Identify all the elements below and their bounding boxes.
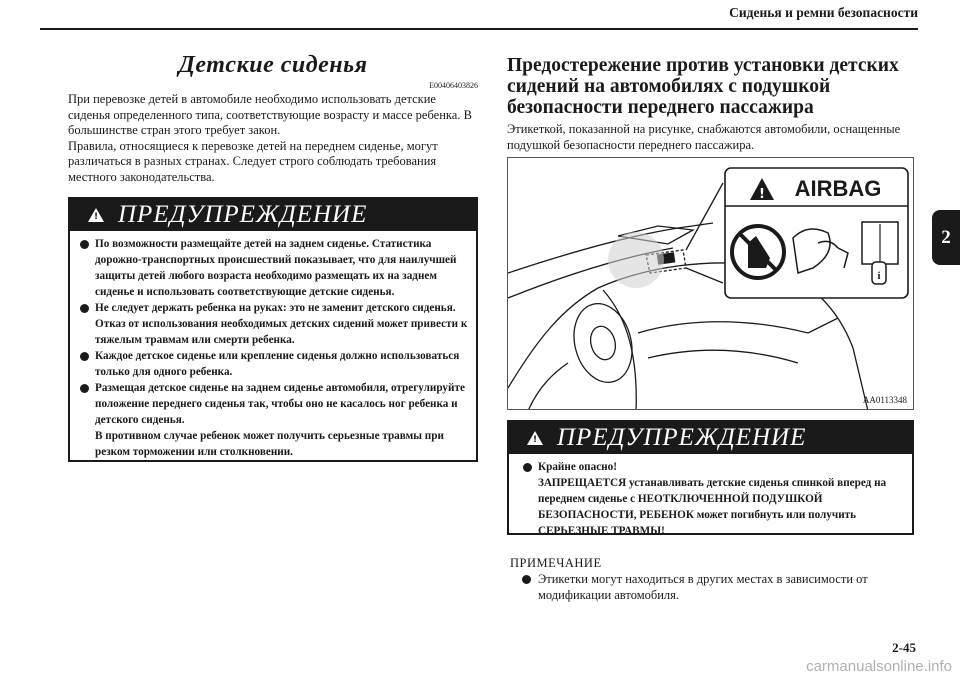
bullet-icon [80, 352, 89, 361]
warning-item [78, 236, 468, 300]
bullet-icon [522, 575, 531, 584]
body-paragraph: При перевозке детей в автомобиле необходимо использовать детские сиденья определенного типа, соответствующие возрасту и массе ребенка. В большинстве стран этого требует закон. [68, 92, 472, 137]
note-label: ПРИМЕЧАНИЕ [510, 556, 602, 570]
figure-code: AA0113348 [862, 395, 907, 405]
airbag-label-text: AIRBAG [794, 176, 882, 201]
warning-item-text: Не следует держать ребенка на руках: это не заменит детского сиденья. Отказ от использования необходимых детских сидений может привести к тяжелым травмам или смерти ребенка. [95, 302, 468, 346]
warning-body [70, 231, 476, 466]
chapter-tab-number: 2 [941, 227, 951, 248]
bullet-icon [80, 304, 89, 313]
warning-box-left [68, 197, 478, 462]
warning-item [78, 300, 468, 348]
chapter-tab [932, 210, 960, 265]
note-item [520, 572, 910, 603]
warning-item [521, 459, 904, 539]
warning-item [78, 380, 468, 428]
left-column [68, 52, 478, 185]
warning-exclamation-icon: ! [533, 435, 538, 445]
bullet-icon [523, 463, 532, 472]
warning-header [70, 199, 476, 231]
bullet-icon [80, 384, 89, 393]
svg-text:i: i [877, 270, 881, 282]
warning-item-text: По возможности размещайте детей на заднем сиденье. Статистика дорожно-транспортных происшествий показывает, что для наилучшей защиты детей любого возраста необходимо размещать их на заднем сиденье и использовать соответствующие детские сиденья. [95, 238, 457, 298]
document-code: E00406403826 [429, 81, 478, 90]
warning-item-text: Размещая детское сиденье на заднем сиденье автомобиля, отрегулируйте положение переднего сиденья так, чтобы оно не касалось ног ребенка и детского сиденья. [95, 382, 465, 426]
section-title-airbag-caution: Предостережение против установки детских сидений на автомобилях с подушкой безопасности переднего пассажира [507, 55, 899, 118]
right-column [507, 55, 912, 153]
body-paragraph: Правила, относящиеся к перевозке детей на переднем сиденье, могут различаться в разных странах. Следует строго соблюдать требования местного законодательства. [68, 138, 438, 184]
warning-item [78, 348, 468, 380]
page-header-title: Сиденья и ремни безопасности [729, 5, 918, 20]
warning-item-continuation: В противном случае ребенок может получить серьезные травмы при резком торможении или столкновении. [95, 430, 444, 458]
body-paragraph: Этикеткой, показанной на рисунке, снабжаются автомобили, оснащенные подушкой безопасности переднего пассажира. [507, 122, 901, 152]
watermark: carmanualsonline.info [806, 658, 952, 675]
note-text: Этикетки могут находиться в других местах в зависимости от модификации автомобиля. [538, 572, 868, 602]
warning-item-text: Каждое детское сиденье или крепление сиденья должно использоваться только для одного ребенка. [95, 350, 460, 378]
dashboard-illustration [508, 158, 914, 410]
header-rule [40, 28, 918, 30]
section-title-child-seats: Детские сиденья [178, 52, 368, 78]
warning-item-heading: Крайне опасно! [538, 461, 617, 473]
warning-item-text: ЗАПРЕЩАЕТСЯ устанавливать детские сиденья спинкой вперед на переднем сиденье с НЕОТКЛЮЧЕННОЙ ПОДУШКОЙ БЕЗОПАСНОСТИ, РЕБЕНОК может погибнуть или получить СЕРЬЕЗНЫЕ ТРАВМЫ! [538, 477, 887, 537]
warning-exclamation-icon: ! [94, 212, 99, 222]
warning-header [509, 422, 912, 454]
warning-label: ПРЕДУПРЕЖДЕНИЕ [118, 201, 368, 228]
page-number: 2-45 [892, 640, 916, 655]
warning-box-right [507, 420, 914, 535]
airbag-label-figure [507, 157, 914, 410]
warning-body [509, 454, 912, 545]
warning-label: ПРЕДУПРЕЖДЕНИЕ [557, 424, 807, 451]
bullet-icon [80, 240, 89, 249]
svg-text:!: ! [759, 187, 765, 202]
